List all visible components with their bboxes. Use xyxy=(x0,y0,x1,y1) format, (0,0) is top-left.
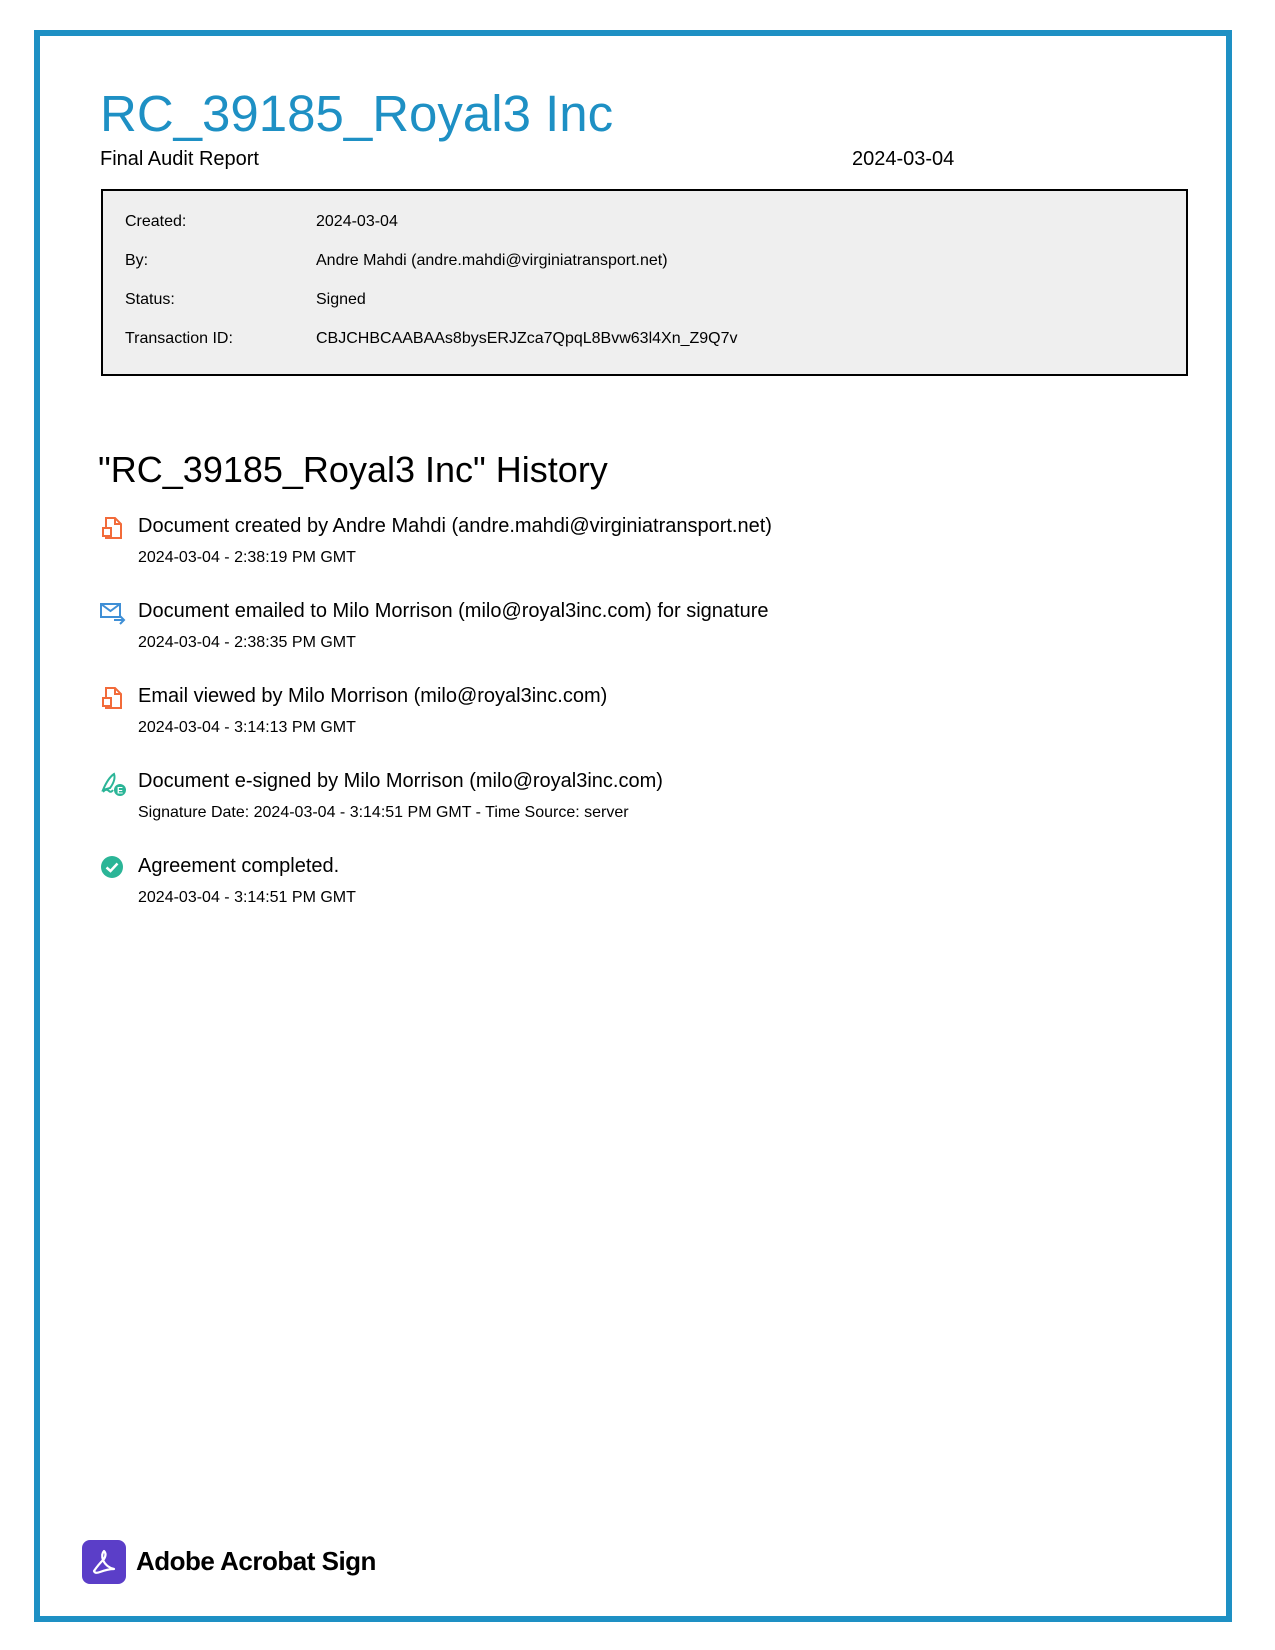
e-sign-icon xyxy=(100,770,126,796)
history-event-completed xyxy=(100,855,1100,925)
by-value: Andre Mahdi (andre.mahdi@virginiatransport.net) xyxy=(316,252,668,269)
event-text: Document created by Andre Mahdi (andre.mahdi@virginiatransport.net) xyxy=(138,515,772,537)
document-viewed-icon xyxy=(100,685,126,711)
event-text: Document e-signed by Milo Morrison (milo@royal3inc.com) xyxy=(138,770,663,792)
event-text: Email viewed by Milo Morrison (milo@royal3inc.com) xyxy=(138,685,608,707)
transaction-value: CBJCHBCAABAAs8bysERJZca7QpqL8Bvw63l4Xn_Z9Q7v xyxy=(316,330,738,347)
created-value: 2024-03-04 xyxy=(316,213,398,230)
event-time: 2024-03-04 - 3:14:51 PM GMT xyxy=(138,889,356,906)
event-time: 2024-03-04 - 2:38:35 PM GMT xyxy=(138,634,356,651)
report-date: 2024-03-04 xyxy=(852,148,955,170)
history-event-viewed xyxy=(100,685,1100,755)
brand-name: Adobe Acrobat Sign xyxy=(136,1546,376,1576)
email-sent-icon xyxy=(100,600,126,626)
event-time: Signature Date: 2024-03-04 - 3:14:51 PM GMT - Time Source: server xyxy=(138,804,629,821)
event-time: 2024-03-04 - 3:14:13 PM GMT xyxy=(138,719,356,736)
summary-box xyxy=(101,189,1188,376)
acrobat-logo-icon xyxy=(82,1540,126,1584)
document-created-icon xyxy=(100,515,126,541)
by-label: By: xyxy=(125,252,149,269)
history-event-signed xyxy=(100,770,1100,840)
status-label: Status: xyxy=(125,291,175,308)
event-text: Agreement completed. xyxy=(138,855,340,877)
document-title: RC_39185_Royal3 Inc xyxy=(100,85,614,142)
check-circle-icon xyxy=(100,855,126,881)
transaction-label: Transaction ID: xyxy=(125,330,233,347)
history-event-emailed xyxy=(100,600,1100,670)
created-label: Created: xyxy=(125,213,187,230)
history-event-created xyxy=(100,515,1100,585)
status-value: Signed xyxy=(316,291,366,308)
history-heading: "RC_39185_Royal3 Inc" History xyxy=(98,449,608,490)
svg-text:E: E xyxy=(116,785,124,796)
event-time: 2024-03-04 - 2:38:19 PM GMT xyxy=(138,549,356,566)
event-text: Document emailed to Milo Morrison (milo@royal3inc.com) for signature xyxy=(138,600,769,622)
report-subtitle: Final Audit Report xyxy=(100,148,259,170)
